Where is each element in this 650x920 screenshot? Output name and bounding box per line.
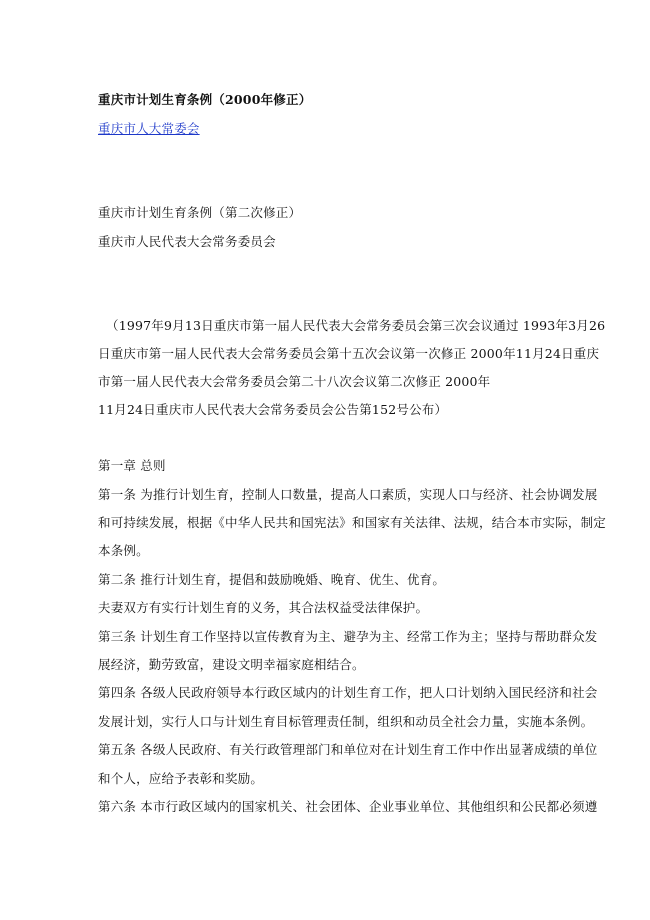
body-line: 第四条 各级人民政府领导本行政区域内的计划生育工作，把人口计划纳入国民经济和社会 — [98, 685, 598, 700]
body-line: 本条例。 — [98, 543, 149, 558]
body-line: 第六条 本市行政区域内的国家机关、社会团体、企业事业单位、其他组织和公民都必须遵 — [98, 799, 598, 814]
body-line: 第一条 为推行计划生育，控制人口数量，提高人口素质，实现人口与经济、社会协调发展 — [98, 487, 598, 502]
body-line: 第二条 推行计划生育，提倡和鼓励晚婚、晚育、优生、优育。 — [98, 572, 446, 587]
source-link[interactable]: 重庆市人大常委会 — [98, 121, 200, 136]
history-line: 日重庆市第一届人民代表大会常务委员会第十五次会议第一次修正 2000年11月24日重庆 — [98, 346, 600, 361]
body-line: 展经济，勤劳致富，建设文明幸福家庭相结合。 — [98, 657, 365, 672]
body-line: 发展计划，实行人口与计划生育目标管理责任制，组织和动员全社会力量，实施本条例。 — [98, 714, 594, 729]
document-subtitle: 重庆市计划生育条例（第二次修正） — [98, 205, 302, 220]
body-line: 第三条 计划生育工作坚持以宣传教育为主、避孕为主、经常工作为主；坚持与帮助群众发 — [98, 629, 598, 644]
issuer-line: 重庆市人民代表大会常务委员会 — [98, 234, 276, 249]
document-title: 重庆市计划生育条例（2000年修正） — [98, 92, 312, 107]
body-line: 和可持续发展，根据《中华人民共和国宪法》和国家有关法律、法规，结合本市实际，制定 — [98, 515, 607, 530]
history-line: 11月24日重庆市人民代表大会常务委员会公告第152号公布） — [98, 402, 448, 417]
body-line: 和个人，应给予表彰和奖励。 — [98, 771, 264, 786]
body-line: 第五条 各级人民政府、有关行政管理部门和单位对在计划生育工作中作出显著成绩的单位 — [98, 742, 598, 757]
chapter-heading: 第一章 总则 — [98, 458, 166, 473]
body-line: 夫妻双方有实行计划生育的义务，其合法权益受法律保护。 — [98, 600, 429, 615]
history-line: （1997年9月13日重庆市第一届人民代表大会常务委员会第三次会议通过 1993年3月26 — [106, 318, 606, 333]
history-line: 市第一届人民代表大会常务委员会第二十八次会议第二次修正 2000年 — [98, 374, 491, 389]
